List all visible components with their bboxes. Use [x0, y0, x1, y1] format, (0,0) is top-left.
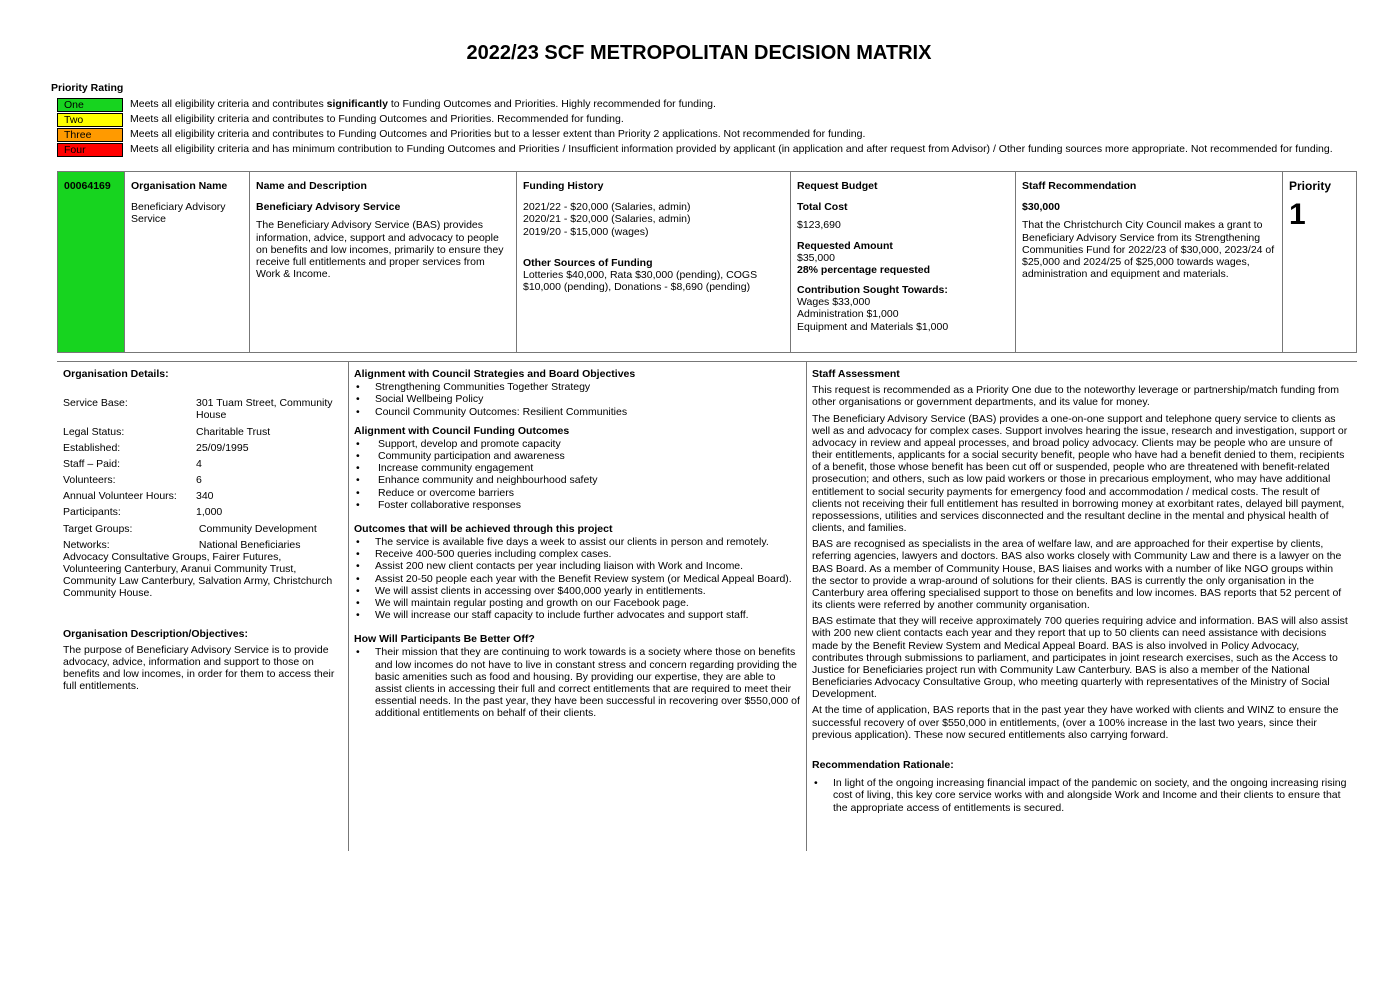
list-item: • Social Wellbeing Policy [354, 393, 800, 405]
detail-value: 6 [196, 474, 202, 487]
organisation-description-heading: Organisation Description/Objectives: [63, 627, 248, 640]
priority-legend-row [57, 142, 1333, 157]
list-item: • Council Community Outcomes: Resilient Communities [354, 406, 800, 418]
application-id-cell [58, 172, 125, 352]
list-item: • Increase community engagement [354, 462, 800, 474]
priority-one-emphasis: significantly [326, 98, 388, 111]
column-divider [806, 361, 807, 851]
priority-one-text-end: to Funding Outcomes and Priorities. Highly recommended for funding. [387, 98, 716, 111]
priority-four-description: Meets all eligibility criteria and has minimum contribution to Funding Outcomes and Priorities / Insufficient information provided by applicant (in application and after request from Advisor) / Other funding sources more appropriate. Not recommended for funding. [130, 143, 1333, 156]
assessment-paragraph: BAS estimate that they will receive approximately 700 queries requiring advice and information. BAS will also assist with 200 new client contacts each year and they report that up to 50 clients can need assistance with decisions made by the Benefit Review System and Medical Appeal Board. BAS is also involved in Policy Advocacy, contributes through submissions to parliament, and participates in joint research exercises, such as the Access to Justice for Beneficiaries project run with Community Law Canterbury. BAS is also a member of the National Beneficiaries Advocacy Consultative Group, who meeting quarterly with representatives of the Ministry of Social Development. [812, 615, 1348, 701]
priority-legend-row [57, 127, 1333, 142]
priority-three-description: Meets all eligibility criteria and contributes to Funding Outcomes and Priorities but to a lesser extent than Priority 2 applications. Not recommended for funding. [130, 128, 866, 141]
alignment-column [354, 368, 800, 719]
detail-value: 301 Tuam Street, Community House [196, 397, 333, 422]
networks-label: Networks: [63, 538, 110, 551]
detail-label: Legal Status: [63, 425, 125, 438]
detail-value: 4 [196, 457, 202, 470]
name-description-cell [250, 172, 517, 352]
organisation-name-heading: Organisation Name [131, 180, 228, 192]
staff-recommendation-text: That the Christchurch City Council makes a grant to Beneficiary Advisory Service from its Strengthening Communities Fund for 2022/23 of $30,000, 2023/24 of $25,000 and 2024/25 of $25,000 towards wages, administration and equipment and materials. [1022, 219, 1275, 281]
list-item: • We will increase our staff capacity to include further advocates and support staff. [354, 609, 800, 621]
detail-row [63, 506, 341, 518]
assessment-paragraph: BAS are recognised as specialists in the area of welfare law, and are approached for their expertise by clients, referring agencies, lawyers and doctors. BAS also works closely with Community Law and there is a lawyer on the BAS Board. As a member of Community House, BAS liaises and works with a number of like NGO groups within the sector to provide a wrap-around of solutions for their clients. BAS is currently the only organisation in the Canterbury area offering specialised support to those on benefits and low incomes. BAS reports that 52 percent of its clients were referred by another community organisation. [812, 538, 1342, 612]
list-item: • Receive 400-500 queries including complex cases. [354, 548, 800, 560]
funding-history-item: 2021/22 - $20,000 (Salaries, admin) [523, 201, 691, 214]
detail-label: Volunteers: [63, 474, 116, 487]
detail-row [63, 397, 341, 421]
list-item: • In light of the ongoing increasing financial impact of the pandemic on society, and the ongoing increasing rising cost of living, this key core service works with and alongside Work and Income and their clients to ensure that the appropriate access of entitlements is secured. [812, 777, 1350, 814]
organisation-name-cell [125, 172, 250, 352]
list-item: • We will maintain regular posting and growth on our Facebook page. [354, 597, 800, 609]
priority-four-swatch: Four [57, 143, 123, 157]
priority-one-text: Meets all eligibility criteria and contributes [130, 98, 327, 111]
total-cost: $123,690 [797, 219, 841, 232]
section-divider [57, 361, 1357, 362]
detail-value: Charitable Trust [196, 425, 271, 438]
funding-history-heading: Funding History [523, 180, 604, 192]
contribution-item: Equipment and Materials $1,000 [797, 320, 949, 333]
list-item: • Community participation and awareness [354, 450, 800, 462]
assessment-paragraph: This request is recommended as a Priority One due to the noteworthy leverage or partnership/match funding from other organisations or government departments, and its value for money. [812, 384, 1340, 409]
detail-value: 25/09/1995 [196, 441, 249, 454]
detail-value: 340 [196, 490, 214, 503]
funding-history-cell [517, 172, 791, 352]
staff-assessment-heading: Staff Assessment [812, 368, 900, 380]
name-description-heading: Name and Description [256, 180, 367, 192]
better-off-list [354, 646, 800, 719]
funding-outcomes-list [354, 438, 800, 511]
priority-two-swatch: Two [57, 113, 123, 127]
organisation-details-heading: Organisation Details: [63, 368, 169, 380]
request-budget-heading: Request Budget [797, 180, 878, 192]
list-item: • Support, develop and promote capacity [354, 438, 800, 450]
detail-row [63, 426, 341, 438]
contribution-item: Wages $33,000 [797, 296, 871, 309]
funding-outcomes-heading: Alignment with Council Funding Outcomes [354, 424, 570, 437]
list-item: • The service is available five days a week to assist our clients in person and remotely. [354, 536, 800, 548]
contribution-heading: Contribution Sought Towards: [797, 284, 948, 297]
detail-row [63, 539, 341, 551]
detail-row [63, 523, 341, 535]
list-item: • Reduce or overcome barriers [354, 487, 800, 499]
list-item: • Their mission that they are continuing to work towards is a society where those on benefits and low incomes do not have to live in constant stress and concern regarding providing the basic amenities such as food and housing. By providing our expertise, they are able to assist clients in accessing their full and correct entitlements that are required to meet their essential needs. In the past year, they have been successful in recovering over $550,000 of additional entitlements on behalf of their clients. [354, 646, 800, 719]
project-name: Beneficiary Advisory Service [256, 201, 401, 214]
detail-label: Target Groups: [63, 522, 133, 535]
contribution-item: Administration $1,000 [797, 308, 899, 321]
staff-recommendation-amount: $30,000 [1022, 201, 1060, 214]
column-divider [348, 361, 349, 851]
organisation-name: Beneficiary Advisory Service [131, 201, 226, 226]
detail-label: Annual Volunteer Hours: [63, 490, 177, 503]
assessment-paragraph: The Beneficiary Advisory Service (BAS) provides a one-on-one support and telephone query service to clients as well as and advocacy for complex cases. Support involves hearing the issue, research and investigation, support or advocacy in review and appeal processes, and broad policy advocacy. Clients may be people who are unsure of their entitlements, applicants for a social security benefit, people who have had a benefit denied to them, recipients of a benefit, those whose benefit has been cut off or suspended, people who are threatened with benefit-related prosecution; and others, such as low paid workers or those in precarious employment, who may have additional entitlement to social security payments for emergency food and accommodation / medical costs. The result of clients not receiving their full entitlement has resulted in borrowing money at exorbitant rates, delayed bill payment, repossessions, utilities and services disconnected and the resultant decline in the mental and physical health of clients, and families. [812, 412, 1348, 535]
total-cost-heading: Total Cost [797, 201, 848, 214]
requested-amount: $35,000 [797, 251, 835, 264]
priority-three-swatch: Three [57, 128, 123, 142]
project-outcomes-list [354, 536, 800, 621]
detail-label: Established: [63, 441, 121, 454]
detail-row [63, 474, 341, 486]
list-item: • Foster collaborative responses [354, 499, 800, 511]
staff-recommendation-heading: Staff Recommendation [1022, 180, 1137, 192]
priority-legend [57, 97, 1333, 157]
other-sources-heading: Other Sources of Funding [523, 256, 653, 269]
priority-legend-row [57, 112, 1333, 127]
better-off-heading: How Will Participants Be Better Off? [354, 633, 535, 646]
priority-heading: Priority [1289, 179, 1332, 193]
priority-cell [1283, 172, 1356, 352]
detail-row [63, 490, 341, 502]
staff-assessment-column [812, 368, 1350, 814]
request-budget-cell [791, 172, 1016, 352]
list-item: • Assist 200 new client contacts per year including liaison with Work and Income. [354, 560, 800, 572]
priority-value: 1 [1289, 197, 1306, 231]
rationale-list [812, 777, 1350, 814]
application-summary-table [57, 171, 1357, 353]
assessment-paragraph: At the time of application, BAS reports that in the past year they have worked with clients and WINZ to ensure the successful recovery of over $550,000 in entitlements, (over a 100% increase in the last two years, since their previous application). These now secured entitlements also carrying forward. [812, 704, 1339, 741]
list-item: • Assist 20-50 people each year with the Benefit Review system (or Medical Appeal Board). [354, 573, 800, 585]
funding-history-item: 2019/20 - $15,000 (wages) [523, 225, 649, 238]
project-outcomes-heading: Outcomes that will be achieved through this project [354, 522, 613, 535]
detail-label: Service Base: [63, 397, 128, 410]
page-title: 2022/23 SCF METROPOLITAN DECISION MATRIX [466, 42, 932, 64]
networks-first: National Beneficiaries [196, 538, 301, 551]
networks-value: Advocacy Consultative Groups, Fairer Futures, Volunteering Canterbury, Aranui Community Trust, Community Law Canterbury, Salvation Army, Christchurch Community House. [63, 550, 333, 600]
detail-row [63, 442, 341, 454]
strategies-heading: Alignment with Council Strategies and Board Objectives [354, 368, 636, 380]
list-item: • Enhance community and neighbourhood safety [354, 474, 800, 486]
detail-value: 1,000 [196, 506, 223, 519]
application-id: 00064169 [64, 180, 111, 192]
funding-history-item: 2020/21 - $20,000 (Salaries, admin) [523, 213, 691, 226]
percentage-requested: 28% percentage requested [797, 263, 931, 276]
list-item: • We will assist clients in accessing over $400,000 yearly in entitlements. [354, 585, 800, 597]
detail-label: Staff – Paid: [63, 457, 121, 470]
assessment-section [57, 361, 1357, 851]
detail-row [63, 458, 341, 470]
other-sources: Lotteries $40,000, Rata $30,000 (pending), COGS $10,000 (pending), Donations - $8,690 (pending) [523, 268, 758, 294]
list-item: • Strengthening Communities Together Strategy [354, 381, 800, 393]
priority-one-description [130, 98, 716, 110]
staff-recommendation-cell [1016, 172, 1283, 352]
strategies-list [354, 381, 800, 418]
detail-label: Participants: [63, 506, 121, 519]
priority-legend-row [57, 97, 1333, 112]
priority-rating-heading: Priority Rating [51, 82, 124, 94]
priority-one-swatch: One [57, 98, 123, 112]
project-description: The Beneficiary Advisory Service (BAS) provides information, advice, support and advocacy to people on benefits and low incomes, primarily to ensure they receive full entitlements and proper services from Work & Income. [256, 219, 504, 281]
rationale-heading: Recommendation Rationale: [812, 758, 954, 771]
priority-two-description: Meets all eligibility criteria and contributes to Funding Outcomes and Priorities. Recommended for funding. [130, 113, 624, 126]
organisation-details-column [63, 368, 341, 692]
requested-amount-heading: Requested Amount [797, 239, 893, 252]
organisation-description: The purpose of Beneficiary Advisory Service is to provide advocacy, advice, information and support to those on benefits and low incomes, in order for them to access their full entitlements. [63, 643, 335, 693]
detail-value: Community Development [196, 522, 317, 535]
